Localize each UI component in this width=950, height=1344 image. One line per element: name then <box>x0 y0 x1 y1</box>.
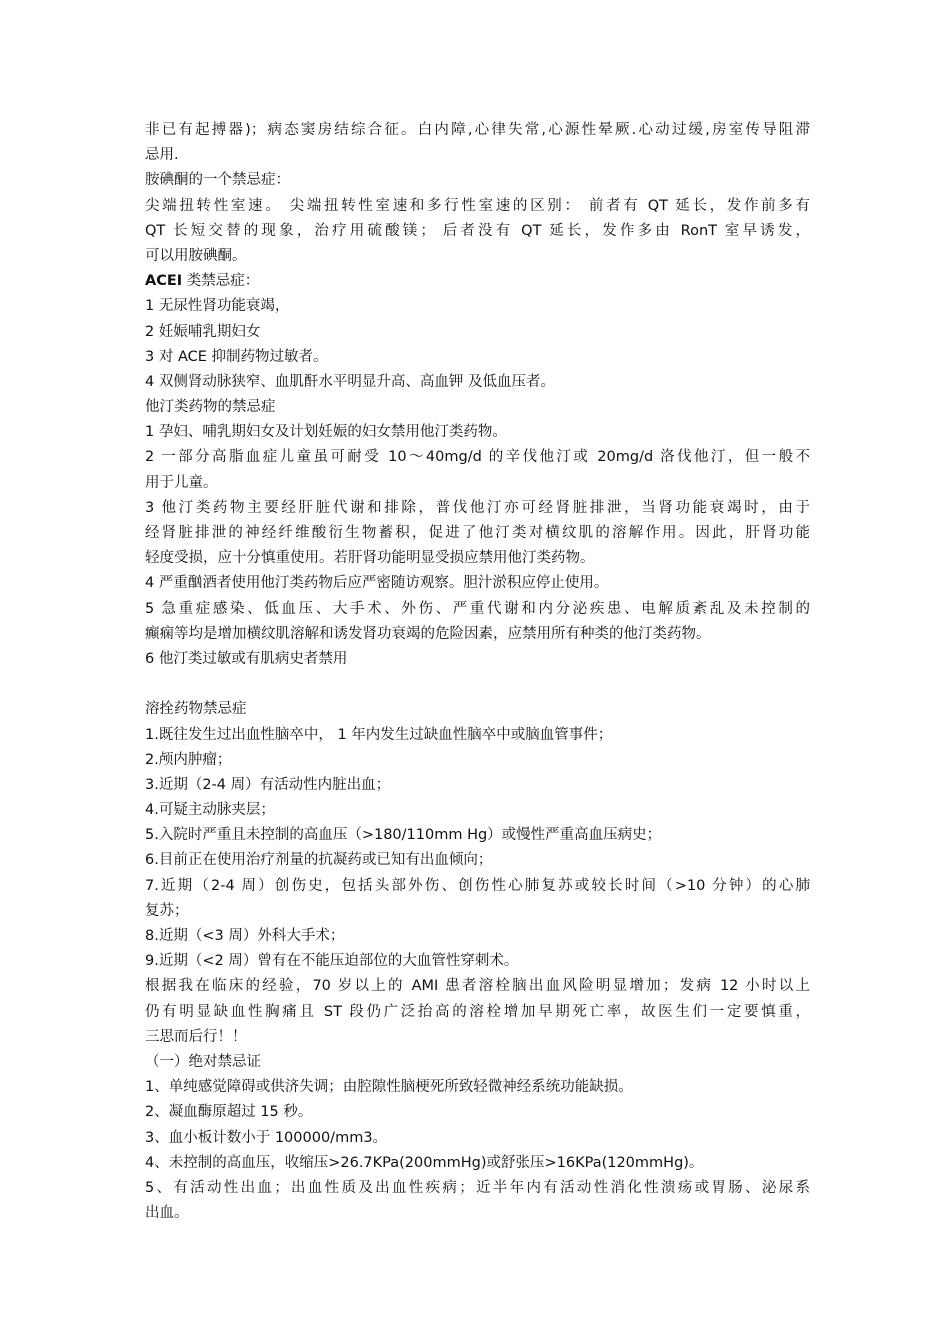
text-line: 2.颅内肿瘤； <box>145 751 232 768</box>
text-line: 1 无尿性肾功能衰竭， <box>145 298 290 315</box>
text-line: 3 他汀类药物主要经肝脏代谢和排除，普伐他汀亦可经肾脏排泄，当肾功能衰竭时，由于 <box>145 499 810 516</box>
text-line: 用于儿童。 <box>145 474 218 491</box>
text-line: 复苏； <box>145 902 189 919</box>
text-line: 1、单纯感觉障碍或供济失调；由腔隙性脑梗死所致轻微神经系统功能缺损。 <box>145 1079 633 1096</box>
text-line: 7.近期（2-4 周）创伤史，包括头部外伤、创伤性心肺复苏或较长时间（>10 分钟）的心肺 <box>145 877 810 894</box>
text-line: 三思而后行！！ <box>145 1028 247 1045</box>
blank-line <box>145 672 810 697</box>
text-line: 1.既往发生过出血性脑卒中， 1 年内发生过缺血性脑卒中或脑血管事件； <box>145 726 613 743</box>
text-line: 4 双侧肾动脉狭窄、血肌酐水平明显升高、高血钾 及低血压者。 <box>145 373 555 390</box>
text-line: 1 孕妇、哺乳期妇女及计划妊娠的妇女禁用他汀类药物。 <box>145 424 507 441</box>
text-line: 5、有活动性出血；出血性质及出血性疾病；近半年内有活动性消化性溃疡或胃肠、泌尿系 <box>145 1179 810 1196</box>
document-page <box>145 118 810 1226</box>
text-line: 根据我在临床的经验，70 岁以上的 AMI 患者溶栓脑出血风险明显增加；发病 12 小时以上 <box>145 978 810 995</box>
text-line: 4 严重酗酒者使用他汀类药物后应严密随访观察。胆汁淤积应停止使用。 <box>145 575 609 592</box>
text-line: 4.可疑主动脉夹层； <box>145 802 275 819</box>
text-line: 经肾脏排泄的神经纤维酸衍生物蓄积，促进了他汀类对横纹肌的溶解作用。因此，肝肾功能 <box>145 525 810 541</box>
text-line: 5 急重症感染、低血压、大手术、外伤、严重代谢和内分泌疾患、电解质紊乱及未控制的 <box>145 600 810 617</box>
text-line: 癫痫等均是增加横纹肌溶解和诱发肾功衰竭的危险因素，应禁用所有种类的他汀类药物。 <box>145 625 711 642</box>
text-line: 出血。 <box>145 1205 189 1222</box>
text-line: 2、凝血酶原超过 15 秒。 <box>145 1104 313 1121</box>
text-line: QT 长短交替的现象，治疗用硫酸镁； 后者没有 QT 延长，发作多由 RonT 室早诱发， <box>145 222 810 239</box>
text-line: 可以用胺碘酮。 <box>145 247 247 264</box>
text-line: 他汀类药物的禁忌症 <box>145 399 276 416</box>
text-line: 8.近期（<3 周）外科大手术； <box>145 928 345 944</box>
text-line: （一）绝对禁忌证 <box>145 1053 261 1070</box>
text-line: 4、未控制的高血压，收缩压>26.7KPa(200mmHg)或舒张压>16KPa(120mmHg)。 <box>145 1154 704 1171</box>
text-line: ACEI 类禁忌症： <box>145 273 260 290</box>
text-line: 轻度受损，应十分慎重使用。若肝肾功能明显受损应禁用他汀类药物。 <box>145 550 595 567</box>
text-line: 9.近期（<2 周）曾有在不能压迫部位的大血管性穿刺术。 <box>145 953 519 970</box>
text-line: 忌用. <box>145 147 179 164</box>
text-line: 3.近期（2-4 周）有活动性内脏出血； <box>145 776 391 793</box>
bold-term: ACEI <box>145 273 183 290</box>
text-line: 胺碘酮的一个禁忌症： <box>145 172 290 189</box>
text-line: 2 一部分高脂血症儿童虽可耐受 10～40mg/d 的辛伐他汀或 20mg/d 洛伐他汀，但一般不 <box>145 449 810 466</box>
text-line: 3 对 ACE 抑制药物过敏者。 <box>145 348 328 365</box>
text-line: 尖端扭转性室速。 尖端扭转性室速和多行性室速的区别： 前者有 QT 延长，发作前多有 <box>145 197 810 214</box>
text-line: 溶拴药物禁忌症 <box>145 701 247 718</box>
text-line: 6 他汀类过敏或有肌病史者禁用 <box>145 650 348 667</box>
text-line: 仍有明显缺血性胸痛且 ST 段仍广泛抬高的溶栓增加早期死亡率，故医生们一定要慎重， <box>145 1003 810 1020</box>
text-line: 6.目前正在使用治疗剂量的抗凝药或已知有出血倾向； <box>145 852 493 869</box>
text-line: 5.入院时严重且未控制的高血压（>180/110mm Hg）或慢性严重高血压病史； <box>145 827 662 844</box>
text-line: 2 妊娠哺乳期妇女 <box>145 323 261 340</box>
text-line: 3、血小板计数小于 100000/mm3。 <box>145 1129 388 1146</box>
text-line: 非已有起搏器)；病态窦房结综合征。白内障,心律失常,心源性晕厥.心动过缓,房室传导阻滞 <box>145 122 810 138</box>
